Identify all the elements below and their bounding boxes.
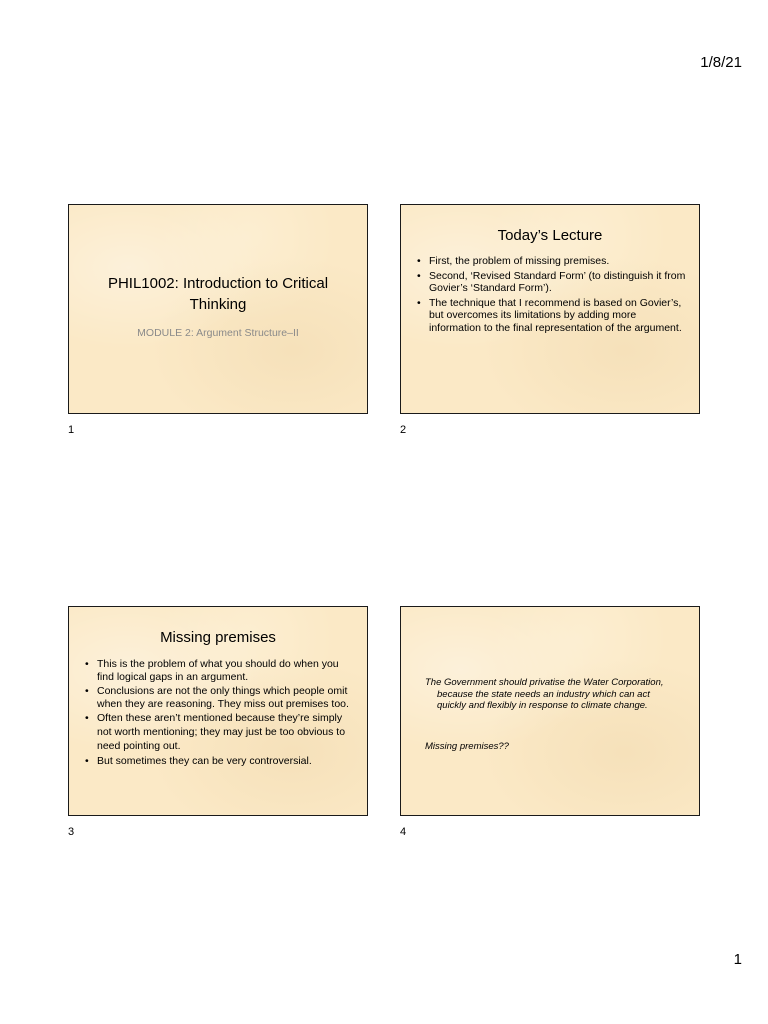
slide-number: 2 [400, 424, 407, 436]
slide-2 [400, 204, 700, 414]
bullet-item: • Conclusions are not the only things which people omit when they are reasoning. They miss out premises too. [85, 685, 355, 710]
slide-1 [68, 204, 368, 414]
date-header: 1/8/21 [700, 54, 742, 71]
missing-premises-question: Missing premises?? [425, 741, 509, 752]
bullet-item: • The technique that I recommend is based on Govier’s, but overcomes its limitations by adding more information to the final representation of the argument. [417, 297, 687, 335]
page-number: 1 [733, 951, 742, 968]
bullet-item: • But sometimes they can be very controversial. [85, 755, 355, 768]
slide-title: Today’s Lecture [497, 227, 603, 244]
bullet-item: • This is the problem of what you should do when you find logical gaps in an argument. [85, 658, 355, 683]
bullet-list [417, 255, 687, 337]
slide-title: PHIL1002: Introduction to Critical Thinking [107, 275, 329, 313]
argument-quote: The Government should privatise the Water Corporation, because the state needs an industry which can act quickly and flexibly in response to climate change. [425, 677, 664, 711]
slide-number: 1 [68, 424, 75, 436]
slide-number: 4 [400, 826, 407, 838]
slide-4 [400, 606, 700, 816]
bullet-item: • Second, ‘Revised Standard Form’ (to distinguish it from Govier’s ‘Standard Form’). [417, 270, 687, 295]
bullet-item: • Often these aren’t mentioned because they’re simply not worth mentioning; they may just be too obvious to need pointing out. [85, 712, 355, 753]
bullet-item: • First, the problem of missing premises. [417, 255, 687, 268]
slide-title: Missing premises [160, 629, 276, 646]
bullet-list [85, 658, 355, 770]
slide-subtitle: MODULE 2: Argument Structure–II [137, 327, 299, 339]
slide-3 [68, 606, 368, 816]
slide-number: 3 [68, 826, 75, 838]
